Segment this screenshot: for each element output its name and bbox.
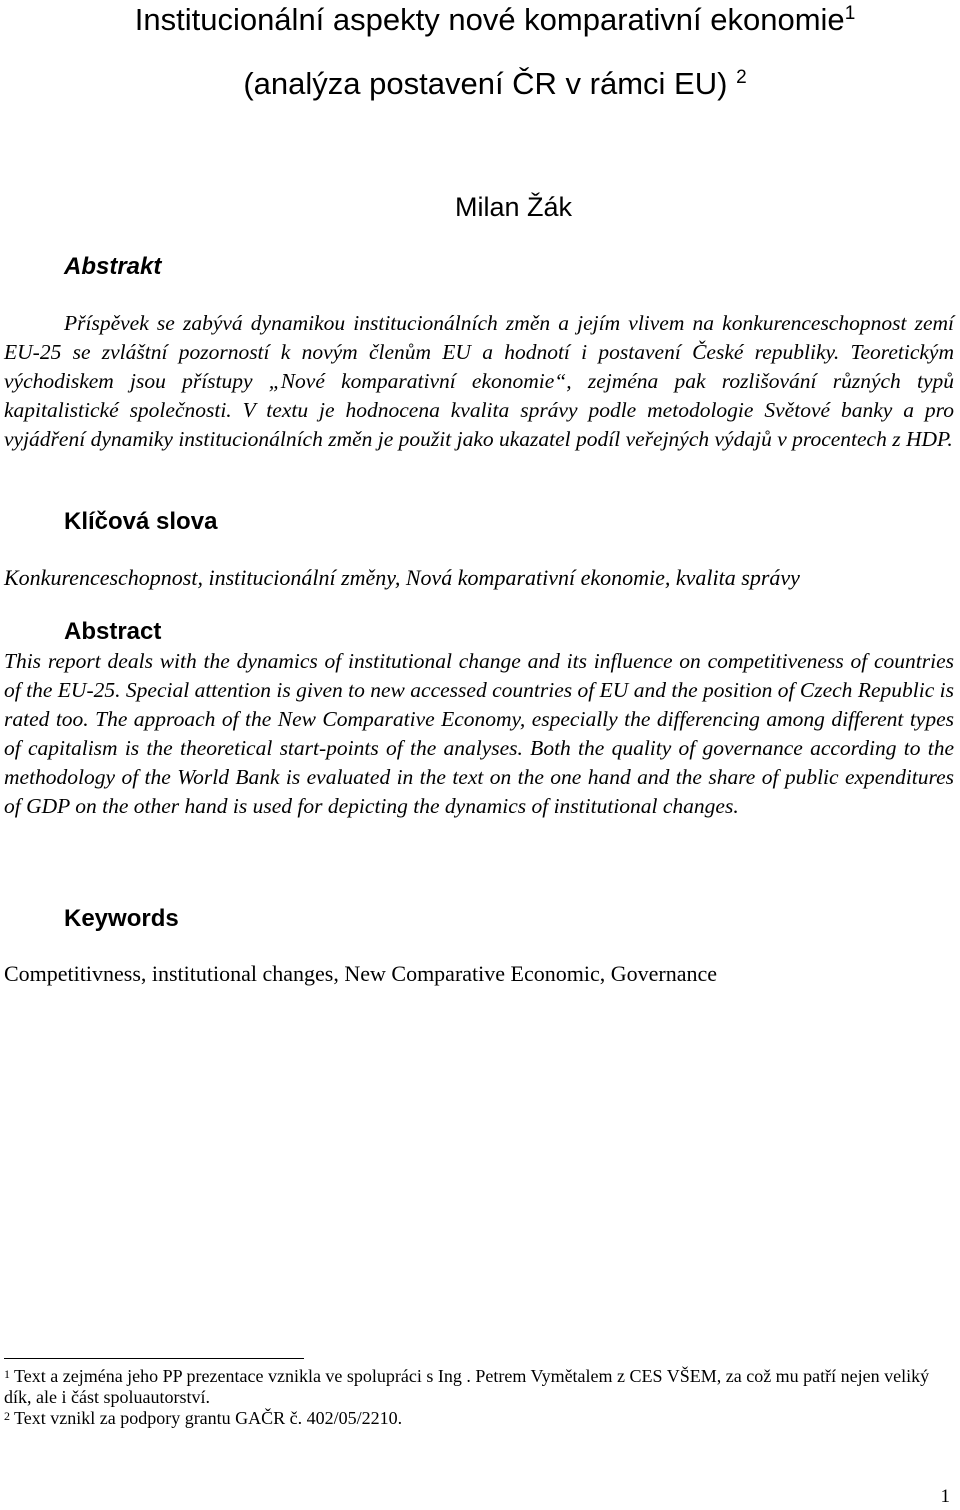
footnote-1 [4,1366,944,1408]
footnote-2-text: Text vznikl za podpory grantu GAČR č. 402/05/2210. [14,1408,403,1428]
footnote-1-text: Text a zejména jeho PP prezentace vznikla ve spolupráci s Ing . Petrem Vymětalem z CES VŠEM, za což mu patří nejen veliký dík, ale i část spoluautorství. [4,1366,930,1407]
klicova-slova-heading: Klíčová slova [64,508,218,535]
title-line-1 [60,2,930,38]
title-line-2 [60,66,930,102]
page-number: 1 [940,1486,950,1507]
footnote-2-number: 2 [4,1409,10,1423]
footnote-2 [4,1408,944,1429]
klicova-slova-text: Konkurenceschopnost, institucionální změny, Nová komparativní ekonomie, kvalita správy [4,565,800,590]
footnote-marker-2[interactable]: 2 [736,67,747,88]
abstrakt-heading: Abstrakt [64,253,162,280]
abstract-text: This report deals with the dynamics of institutional change and its influence on competitiveness of countries of the EU-25. Special attention is given to new accessed countries of EU and the position of Czech Republic is rated too. The approach of the New Comparative Economy, especially the differencing among different types of capitalism is the theoretical start-points of the analyses. Both the quality of governance according to the methodology of the World Bank is evaluated in the text on the one hand and the share of public expenditures of GDP on the other hand is used for depicting the dynamics of institutional changes. [4,649,954,818]
title-line-1-text: Institucionální aspekty nové komparativní ekonomie [134,2,845,37]
footnote-separator [4,1358,304,1359]
keywords-text: Competitivness, institutional changes, New Comparative Economic, Governance [4,961,717,986]
footnote-1-number: 1 [4,1367,10,1381]
abstract-heading: Abstract [64,618,162,645]
keywords-heading: Keywords [64,905,179,932]
abstrakt-text: Příspěvek se zabývá dynamikou institucionálních změn a jejím vlivem na konkurenceschopnost zemí EU-25 se zvláštní pozorností k novým členům EU a hodnotí i postavení České republiky. Teoretickým východiskem jsou přístupy „Nové komparativní ekonomie“, zejména pak rozlišování různých typů kapitalistické společnosti. V textu je hodnocena kvalita správy podle metodologie Světové banky a pro vyjádření dynamiky institucionálních změn je použit jako ukazatel podíl veřejných výdajů v procentech z HDP. [4,311,954,451]
title-line-2-text: (analýza postavení ČR v rámci EU) [243,66,728,101]
author-name: Milan Žák [454,192,572,222]
footnotes [4,1366,944,1429]
footnote-marker-1[interactable]: 1 [844,3,856,24]
